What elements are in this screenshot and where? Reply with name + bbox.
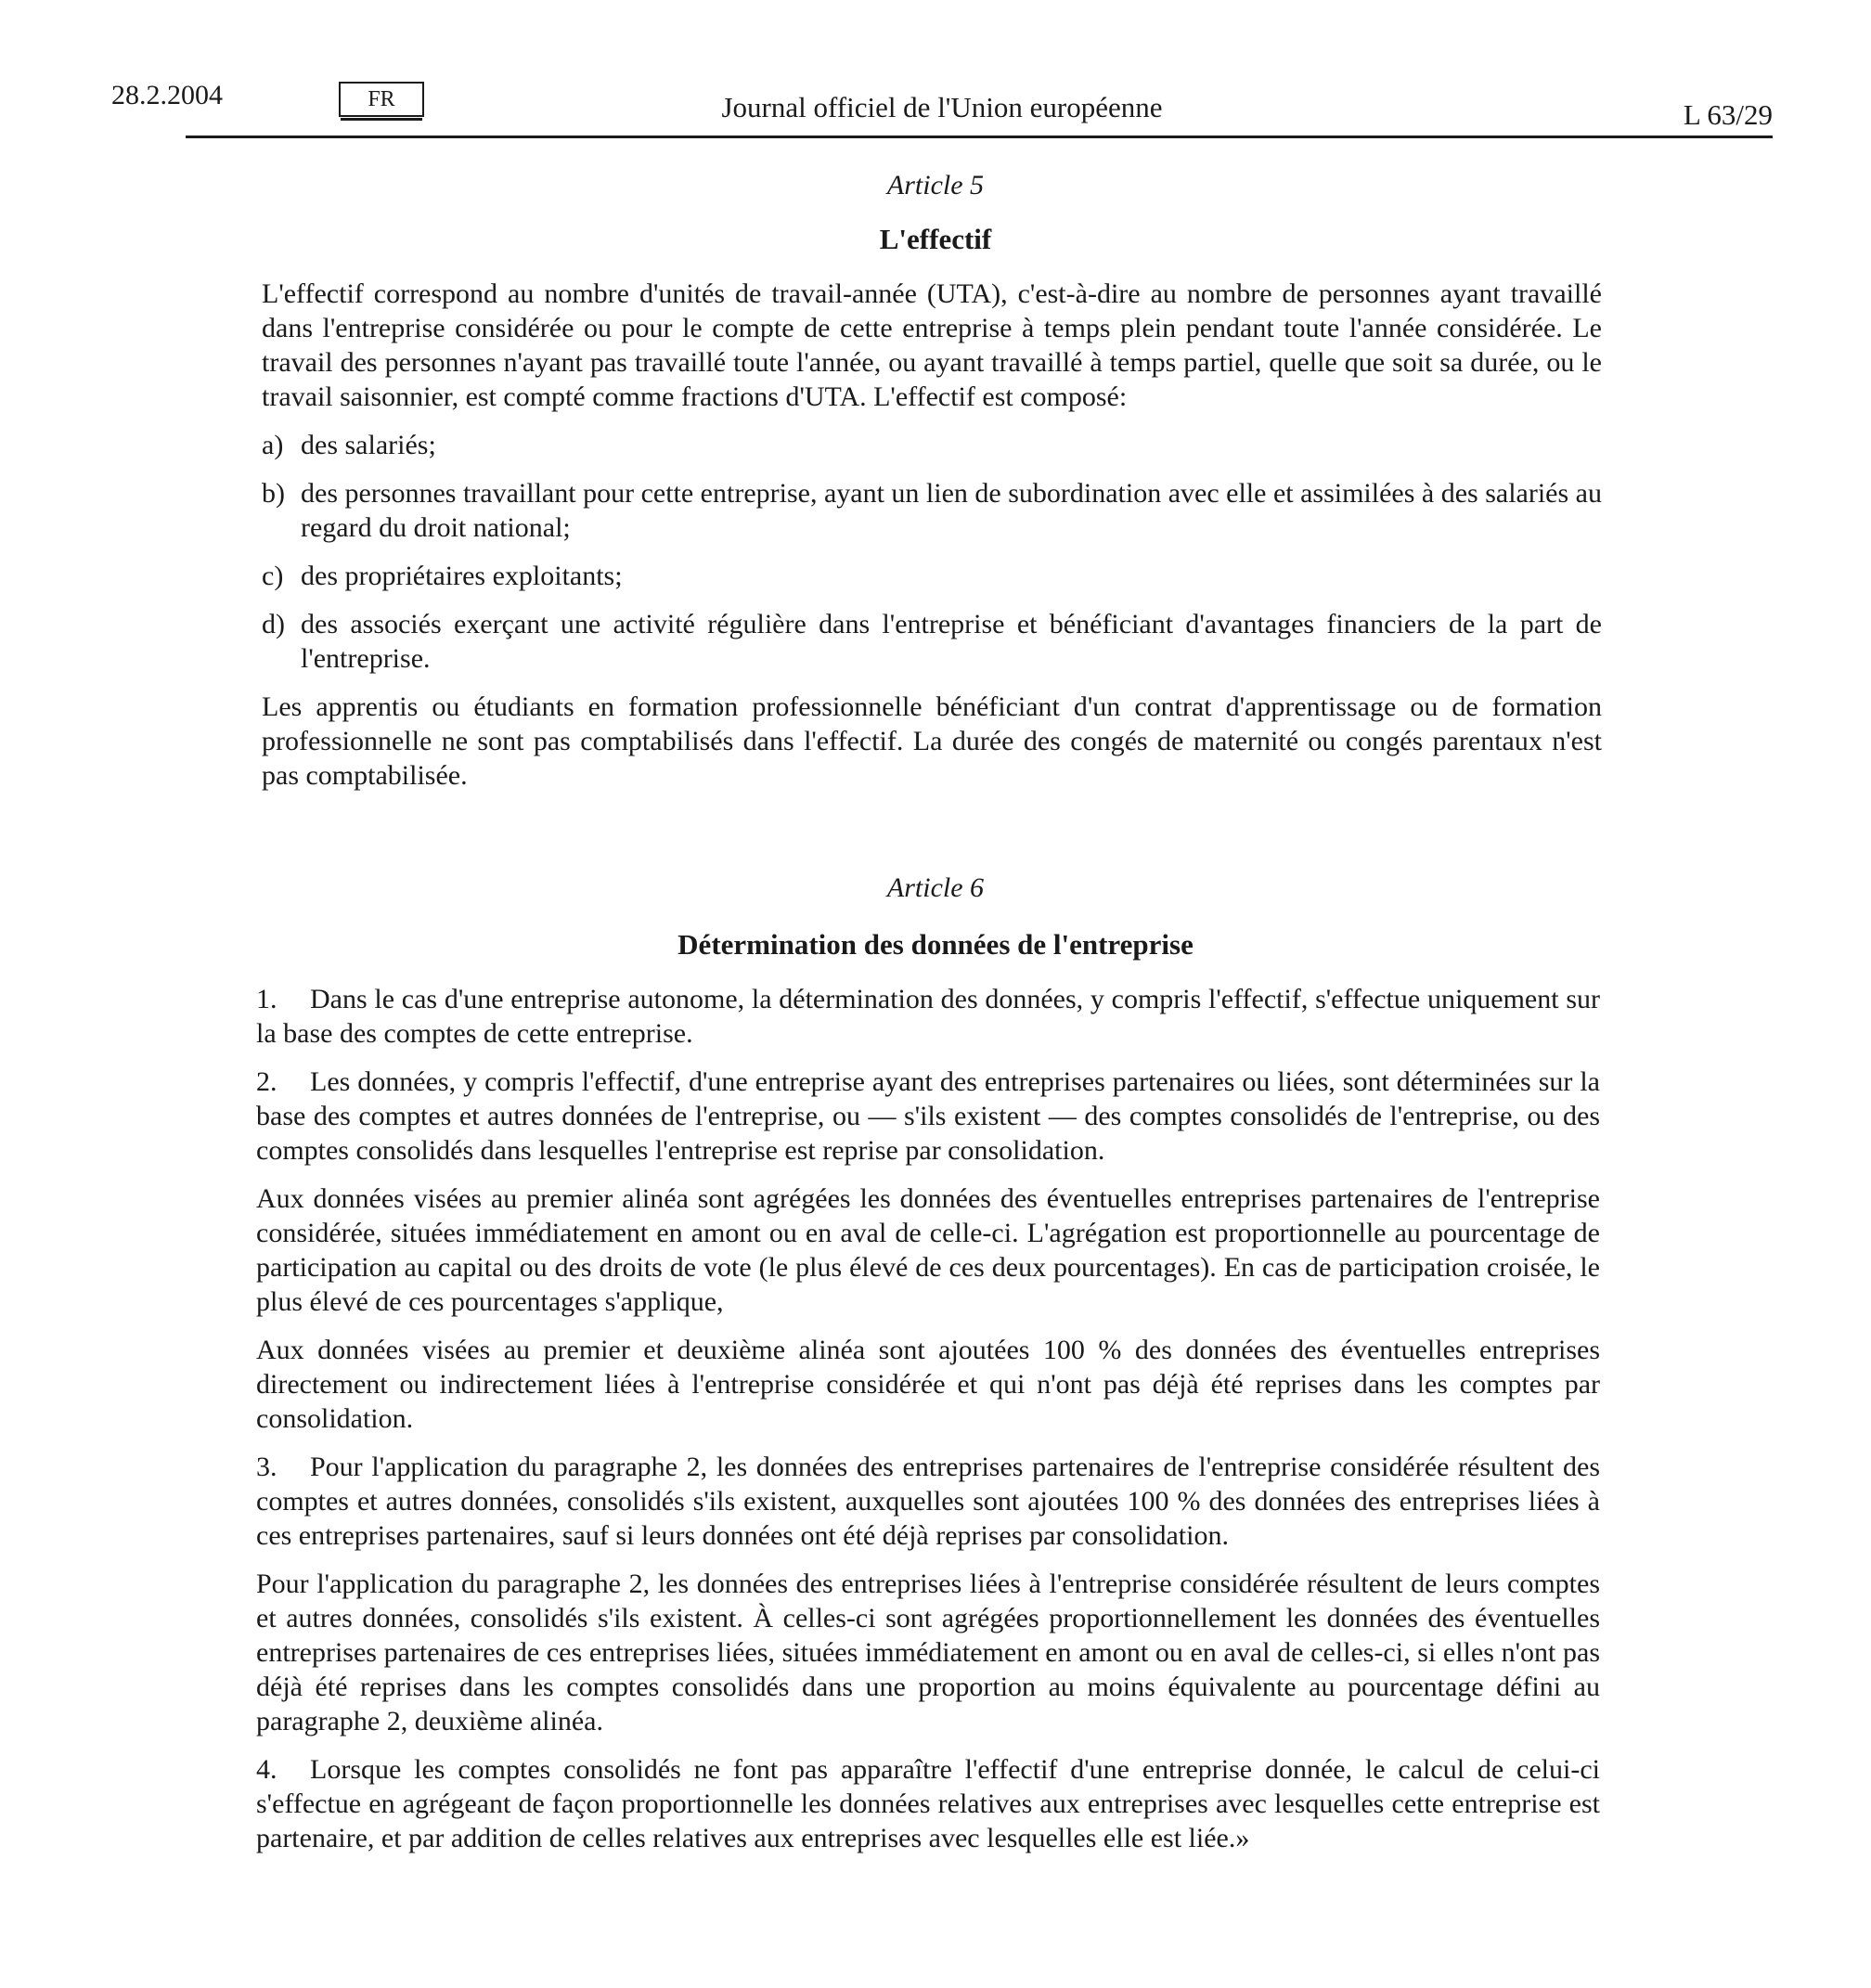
- article-5-number: Article 5: [886, 170, 985, 200]
- list-item: [262, 607, 1602, 676]
- paragraph-text: Pour l'application du paragraphe 2, les données des entreprises partenaires de l'entreprise considérée résultent des comptes et autres données, consolidés s'ils existent, auxquelles sont ajoutées 100 % des données des entreprises liées à ces entreprises partenaires, sauf si leurs données ont été déjà reprises par consolidation.: [256, 1452, 1600, 1551]
- header-divider: [186, 136, 1773, 138]
- paragraph-number: 4.: [256, 1754, 277, 1785]
- list-item-text: des salariés;: [301, 430, 436, 460]
- article-6-body: [256, 982, 1600, 1869]
- article-6-number: Article 6: [886, 872, 985, 903]
- paragraph-2-third-alinea: Aux données visées au premier et deuxième alinéa sont ajoutées 100 % des données des éventuelles entreprises directement ou indirectement liées à l'entreprise considérée et qui n'ont pas déjà été reprises dans les comptes par consolidation.: [256, 1335, 1600, 1434]
- article-6-title: Détermination des données de l'entreprise: [677, 928, 1194, 961]
- list-marker: c): [262, 561, 284, 591]
- list-item-text: des propriétaires exploitants;: [301, 561, 623, 591]
- list-item-text: des associés exerçant une activité régulière dans l'entreprise et bénéficiant d'avantages financiers de la part de l'entreprise.: [301, 609, 1602, 674]
- list-item-text: des personnes travaillant pour cette entreprise, ayant un lien de subordination avec elle et assimilées à des salariés au regard du droit national;: [301, 478, 1602, 543]
- list-marker: d): [262, 609, 285, 639]
- article-5-title: L'effectif: [879, 223, 992, 255]
- page-header: [111, 80, 1773, 136]
- paragraph-2: [256, 1065, 1600, 1168]
- list-item: [262, 559, 1602, 593]
- language-badge: FR: [339, 82, 424, 117]
- journal-title: Journal officiel de l'Union européenne: [721, 91, 1163, 123]
- paragraph-number: 2.: [256, 1066, 277, 1097]
- header-date: 28.2.2004: [111, 80, 223, 110]
- paragraph-1: [256, 982, 1600, 1051]
- paragraph-text: Dans le cas d'une entreprise autonome, la détermination des données, y compris l'effectif, s'effectue uniquement sur la base des comptes de cette entreprise.: [256, 984, 1600, 1049]
- paragraph-3-second-alinea: Pour l'application du paragraphe 2, les données des entreprises liées à l'entreprise considérée résultent de leurs comptes et autres données, consolidés s'ils existent. À celles-ci sont agrégées proportionnellement les données des éventuelles entreprises partenaires de ces entreprises liées, situées immédiatement en amont ou en aval de celles-ci, si elles n'ont pas déjà été reprises dans les comptes consolidés dans une proportion au moins équivalente au pourcentage défini au paragraphe 2, deuxième alinéa.: [256, 1568, 1600, 1736]
- paragraph-2-second-alinea: Aux données visées au premier alinéa sont agrégées les données des éventuelles entreprises partenaires de l'entreprise considérée, situées immédiatement en amont ou en aval de celle-ci. L'agrégation est proportionnelle au pourcentage de participation au capital ou des droits de vote (le plus élevé de ces deux pourcentages). En cas de participation croisée, le plus élevé de ces pourcentages s'applique,: [256, 1183, 1600, 1317]
- list-item: [262, 476, 1602, 545]
- list-item: [262, 428, 1602, 462]
- paragraph-3: [256, 1450, 1600, 1553]
- paragraph-4: [256, 1752, 1600, 1855]
- paragraph-text: Lorsque les comptes consolidés ne font pas apparaître l'effectif d'une entreprise donnée, le calcul de celui-ci s'effectue en agrégeant de façon proportionnelle les données relatives aux entreprises avec lesquelles cette entreprise est partenaire, et par addition de celles relatives aux entreprises avec lesquelles elle est liée.»: [256, 1754, 1600, 1853]
- paragraph-number: 3.: [256, 1452, 277, 1482]
- article-5-body: [262, 277, 1602, 807]
- article-5-intro: L'effectif correspond au nombre d'unités de travail-année (UTA), c'est-à-dire au nombre de personnes ayant travaillé dans l'entreprise considérée ou pour le compte de cette entreprise à temps plein pendant toute l'année considérée. Le travail des personnes n'ayant pas travaillé toute l'année, ou ayant travaillé à temps partiel, quelle que soit sa durée, ou le travail saisonnier, est compté comme fractions d'UTA. L'effectif est composé:: [262, 278, 1602, 412]
- paragraph-number: 1.: [256, 984, 277, 1014]
- list-marker: b): [262, 478, 285, 509]
- list-marker: a): [262, 430, 284, 460]
- paragraph-text: Les données, y compris l'effectif, d'une entreprise ayant des entreprises partenaires ou liées, sont déterminées sur la base des comptes et autres données de l'entreprise, ou — s'ils existent — des comptes consolidés de l'entreprise, ou des comptes consolidés dans lesquelles l'entreprise est reprise par consolidation.: [256, 1066, 1600, 1166]
- page-reference: L 63/29: [1683, 98, 1773, 131]
- article-5-closing: Les apprentis ou étudiants en formation professionnelle bénéficiant d'un contrat d'apprentissage ou de formation professionnelle ne sont pas comptabilisés dans l'effectif. La durée des congés de maternité ou congés parentaux n'est pas comptabilisée.: [262, 691, 1602, 791]
